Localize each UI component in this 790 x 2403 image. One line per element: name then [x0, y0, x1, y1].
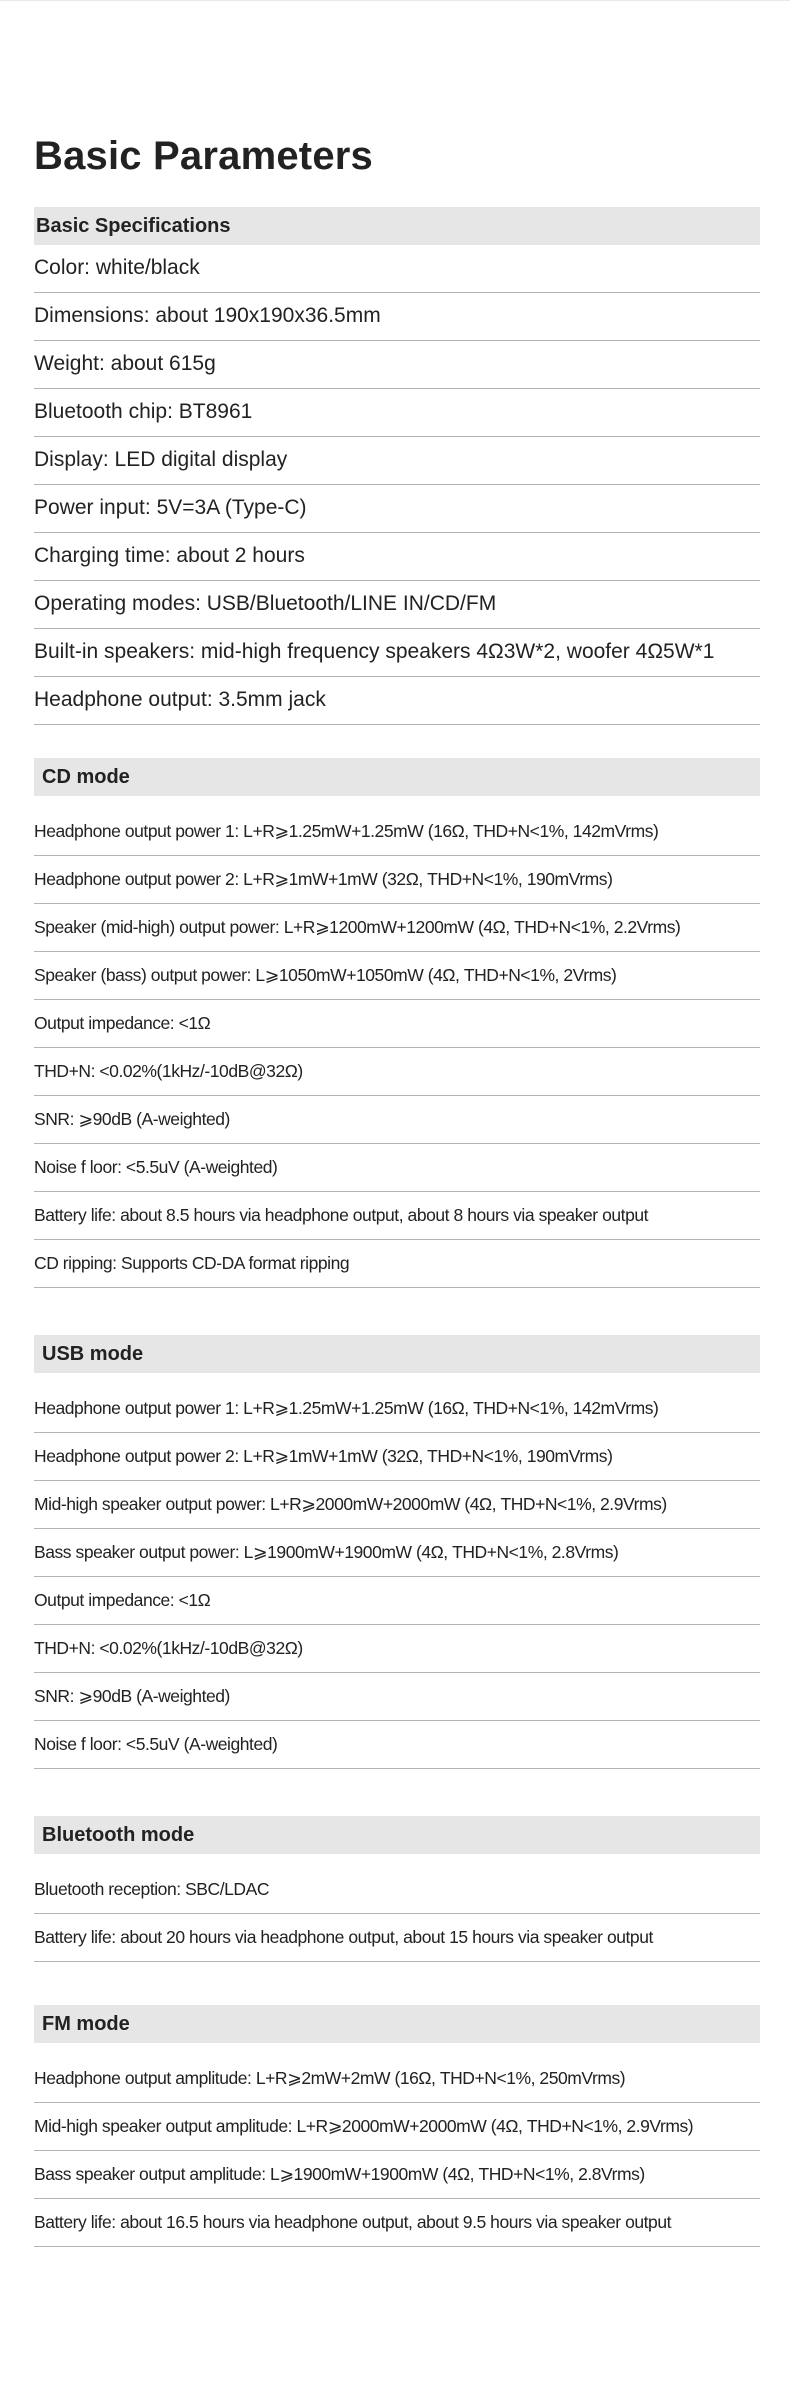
spec-row: Bass speaker output power: L⩾1900mW+1900mW (4Ω, THD+N<1%, 2.8Vrms)	[34, 1529, 760, 1577]
spec-row: Built-in speakers: mid-high frequency speakers 4Ω3W*2, woofer 4Ω5W*1	[34, 629, 760, 677]
top-divider	[0, 0, 790, 1]
spec-row: Headphone output: 3.5mm jack	[34, 677, 760, 725]
spec-row: Mid-high speaker output amplitude: L+R⩾2000mW+2000mW (4Ω, THD+N<1%, 2.9Vrms)	[34, 2103, 760, 2151]
spec-row: SNR: ⩾90dB (A-weighted)	[34, 1673, 760, 1721]
spec-row: Headphone output amplitude: L+R⩾2mW+2mW (16Ω, THD+N<1%, 250mVrms)	[34, 2055, 760, 2103]
spec-row: SNR: ⩾90dB (A-weighted)	[34, 1096, 760, 1144]
spec-row: CD ripping: Supports CD-DA format ripping	[34, 1240, 760, 1288]
page-title: Basic Parameters	[34, 134, 373, 178]
spec-row: Battery life: about 16.5 hours via headphone output, about 9.5 hours via speaker output	[34, 2199, 760, 2247]
spec-row: Output impedance: <1Ω	[34, 1000, 760, 1048]
section-header: Basic Specifications	[34, 207, 760, 245]
spec-row: Mid-high speaker output power: L+R⩾2000mW+2000mW (4Ω, THD+N<1%, 2.9Vrms)	[34, 1481, 760, 1529]
spec-row: Weight: about 615g	[34, 341, 760, 389]
spec-row: Speaker (bass) output power: L⩾1050mW+1050mW (4Ω, THD+N<1%, 2Vrms)	[34, 952, 760, 1000]
section-usb-mode	[34, 1335, 760, 1769]
section-fm-mode	[34, 2005, 760, 2247]
spec-row: Headphone output power 2: L+R⩾1mW+1mW (32Ω, THD+N<1%, 190mVrms)	[34, 856, 760, 904]
spec-page	[34, 126, 760, 2247]
section-header: FM mode	[34, 2005, 760, 2043]
spec-row: Operating modes: USB/Bluetooth/LINE IN/CD/FM	[34, 581, 760, 629]
section-header: USB mode	[34, 1335, 760, 1373]
spec-row: Dimensions: about 190x190x36.5mm	[34, 293, 760, 341]
spec-row: Power input: 5V=3A (Type-C)	[34, 485, 760, 533]
section-header: Bluetooth mode	[34, 1816, 760, 1854]
spec-row: Bluetooth reception: SBC/LDAC	[34, 1866, 760, 1914]
spec-row: Output impedance: <1Ω	[34, 1577, 760, 1625]
spec-row: Display: LED digital display	[34, 437, 760, 485]
spec-row: Battery life: about 8.5 hours via headphone output, about 8 hours via speaker output	[34, 1192, 760, 1240]
spec-row: Noise f loor: <5.5uV (A-weighted)	[34, 1144, 760, 1192]
spec-row: THD+N: <0.02%(1kHz/-10dB@32Ω)	[34, 1048, 760, 1096]
spec-row: Headphone output power 1: L+R⩾1.25mW+1.25mW (16Ω, THD+N<1%, 142mVrms)	[34, 808, 760, 856]
spec-row: Bluetooth chip: BT8961	[34, 389, 760, 437]
spec-row: Headphone output power 1: L+R⩾1.25mW+1.25mW (16Ω, THD+N<1%, 142mVrms)	[34, 1385, 760, 1433]
section-header: CD mode	[34, 758, 760, 796]
spec-row: Headphone output power 2: L+R⩾1mW+1mW (32Ω, THD+N<1%, 190mVrms)	[34, 1433, 760, 1481]
spec-row: Bass speaker output amplitude: L⩾1900mW+1900mW (4Ω, THD+N<1%, 2.8Vrms)	[34, 2151, 760, 2199]
spec-row: Battery life: about 20 hours via headphone output, about 15 hours via speaker output	[34, 1914, 760, 1962]
spec-row: Speaker (mid-high) output power: L+R⩾1200mW+1200mW (4Ω, THD+N<1%, 2.2Vrms)	[34, 904, 760, 952]
spec-row: Color: white/black	[34, 245, 760, 293]
spec-row: THD+N: <0.02%(1kHz/-10dB@32Ω)	[34, 1625, 760, 1673]
section-basic-specifications	[34, 207, 760, 725]
spec-row: Noise f loor: <5.5uV (A-weighted)	[34, 1721, 760, 1769]
section-cd-mode	[34, 758, 760, 1288]
spec-row: Charging time: about 2 hours	[34, 533, 760, 581]
section-bluetooth-mode	[34, 1816, 760, 1962]
